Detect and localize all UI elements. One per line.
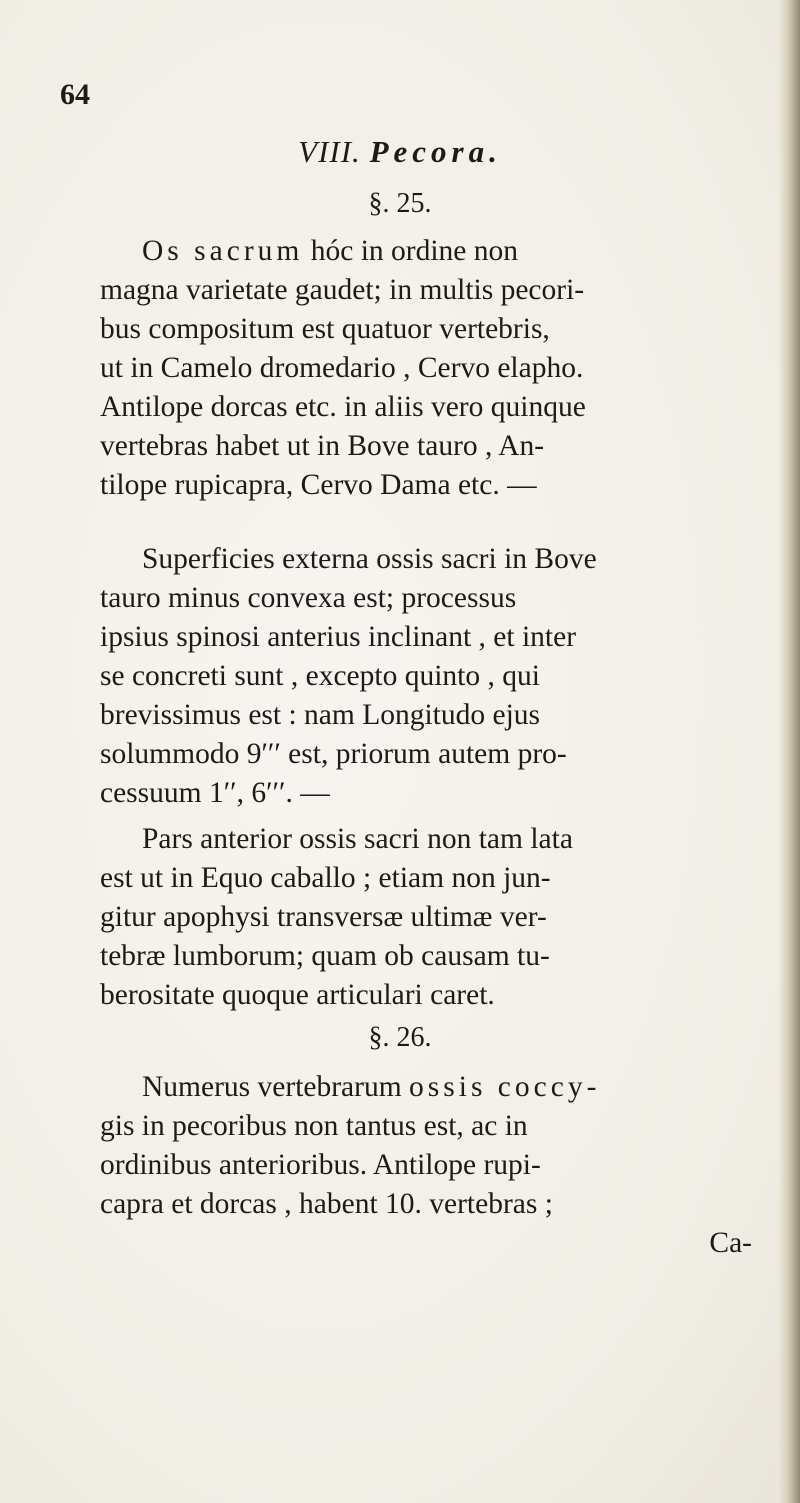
- text-line: ut in Camelo dromedario , Cervo elapho.: [100, 352, 584, 384]
- text-line: Numerus vertebrarum ossis coccy-: [142, 1071, 601, 1103]
- section-25-paragraph-2: [100, 540, 770, 813]
- text-line: tauro minus convexa est; processus: [100, 582, 517, 614]
- section-25-paragraph-3: [100, 820, 770, 1015]
- section-number-25: §. 25.: [368, 188, 432, 219]
- text-line: vertebras habet ut in Bove tauro , An-: [100, 430, 545, 462]
- text-line: bus compositum est quatuor vertebris,: [100, 313, 550, 345]
- text-line: cessuum 1′′, 6′′′. —: [100, 777, 330, 809]
- text-line: Antilope dorcas etc. in aliis vero quinque: [100, 391, 586, 423]
- text-line: Superficies externa ossis sacri in Bove: [142, 543, 597, 575]
- text-line: tilope rupicapra, Cervo Dama etc. —: [100, 469, 537, 501]
- page-number: 64: [60, 78, 90, 111]
- section-26-paragraph-1: [100, 1068, 770, 1263]
- chapter-roman-numeral: VIII.: [298, 134, 361, 169]
- chapter-title: Pecora.: [369, 134, 502, 169]
- catchword: Ca-: [709, 1227, 752, 1259]
- text-line: berositate quoque articulari caret.: [100, 979, 495, 1011]
- text-line: magna varietate gaudet; in multis pecori-: [100, 274, 585, 306]
- text-line: solummodo 9′′′ est, priorum autem pro-: [100, 738, 567, 770]
- chapter-heading: [0, 134, 800, 170]
- text-line: ordinibus anterioribus. Antilope rupi-: [100, 1149, 541, 1181]
- text-line: Os sacrum hóc in ordine non: [142, 235, 519, 267]
- text-line: tebræ lumborum; quam ob causam tu-: [100, 940, 550, 972]
- text-line: brevissimus est : nam Longitudo ejus: [100, 699, 541, 731]
- section-number-26: §. 26.: [368, 1022, 432, 1053]
- text-line: gitur apophysi transversæ ultimæ ver-: [100, 901, 547, 933]
- page-binding-edge: [778, 0, 800, 1503]
- lead-term: Os sacrum: [142, 235, 304, 267]
- text-line: capra et dorcas , habent 10. vertebras ;: [100, 1188, 553, 1220]
- text-line: se concreti sunt , excepto quinto , qui: [100, 660, 540, 692]
- text-line: gis in pecoribus non tantus est, ac in: [100, 1110, 528, 1142]
- text-line: Pars anterior ossis sacri non tam lata: [142, 823, 573, 855]
- text-line: ipsius spinosi anterius inclinant , et inter: [100, 621, 577, 653]
- section-25-paragraph-1: [100, 232, 770, 505]
- text-line: est ut in Equo caballo ; etiam non jun-: [100, 862, 551, 894]
- lead-term: Numerus vertebrarum: [142, 1071, 410, 1103]
